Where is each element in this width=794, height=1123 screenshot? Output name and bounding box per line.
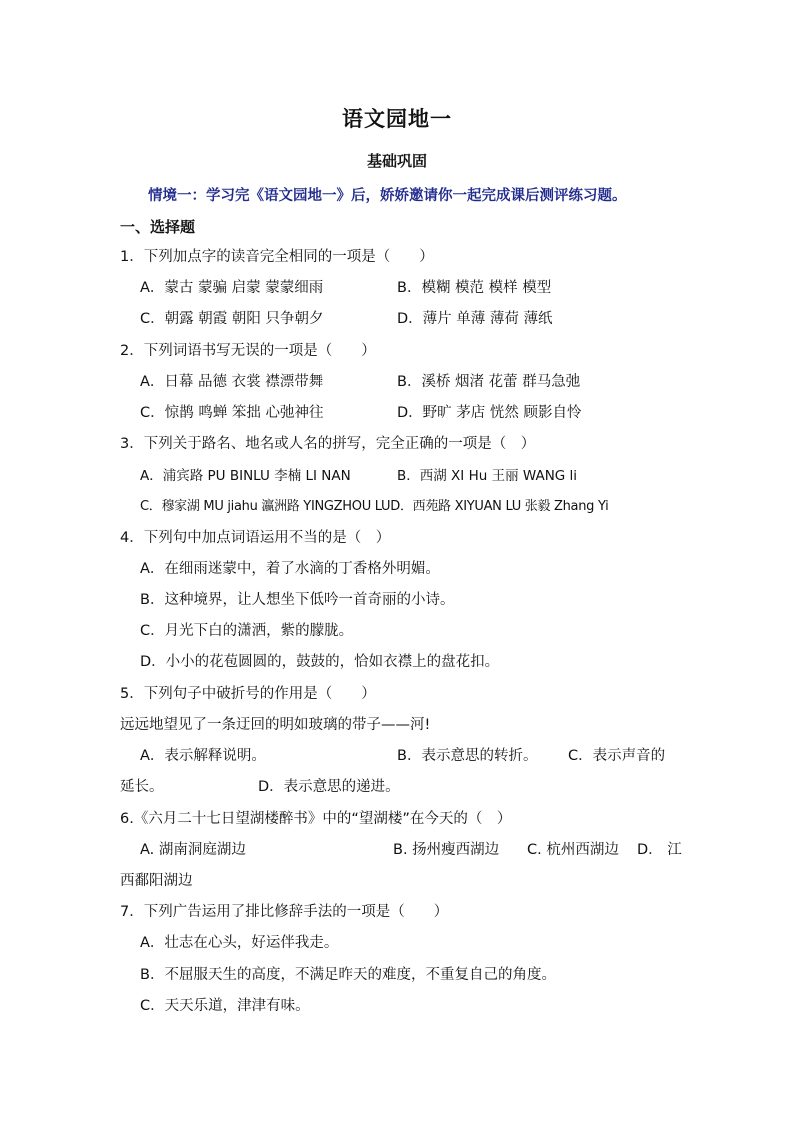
question-5-stem: 5．下列句子中破折号的作用是（ ） — [120, 686, 376, 702]
question-5-sentence: 远远地望见了一条迂回的明如玻璃的带子——河! — [120, 717, 431, 733]
question-7-option-a: A．壮志在心头，好运伴我走。 — [140, 935, 339, 951]
question-5-option-c-continued: 延长。 — [120, 779, 164, 795]
question-5-option-d: D．表示意思的递进。 — [258, 779, 400, 795]
question-4-option-a: A．在细雨迷蒙中，着了水滴的丁香格外明媚。 — [140, 561, 440, 577]
question-4-option-b: B．这种境界，让人想坐下低吟一首奇丽的小诗。 — [140, 592, 455, 608]
context-intro: 情境一：学习完《语文园地一》后，娇娇邀请你一起完成课后测评练习题。 — [148, 188, 627, 204]
question-3-option-c: C．穆家湖 MU jiahu 瀛洲路 YINGZHOU LUD．西苑路 XIYUAN LU 张毅 Zhang Yi — [140, 499, 609, 514]
question-1-option-d: D．薄片 单薄 薄荷 薄纸 — [397, 311, 553, 327]
question-4-stem: 4．下列句中加点词语运用不当的是（ ） — [120, 530, 391, 546]
question-7-option-c: C．天天乐道，津津有味。 — [140, 998, 310, 1014]
page-title: 语文园地一 — [342, 107, 452, 131]
question-6-option-b: B. 扬州瘦西湖边 — [393, 842, 500, 858]
question-2-option-d: D．野旷 茅店 恍然 顾影自怜 — [397, 405, 582, 421]
page-subtitle: 基础巩固 — [366, 152, 427, 170]
question-1-option-b: B．模糊 模范 模样 模型 — [397, 280, 552, 296]
question-7-stem: 7．下列广告运用了排比修辞手法的一项是（ ） — [120, 904, 449, 920]
question-1-option-c: C．朝露 朝霞 朝阳 只争朝夕 — [140, 311, 324, 327]
question-2-option-c: C．惊鹊 鸣蝉 笨拙 心弛神往 — [140, 405, 324, 421]
question-7-option-b: B．不屈服天生的高度，不满足昨天的难度，不重复自己的角度。 — [140, 967, 556, 983]
question-5-option-b: B．表示意思的转折。 — [397, 748, 538, 764]
question-6-option-d-continued: 西鄱阳湖边 — [120, 873, 193, 889]
question-6-stem: 6.《六月二十七日望湖楼醉书》中的“望湖楼”在今天的（ ） — [120, 811, 512, 827]
question-4-option-c: C．月光下白的潇洒，紫的朦胧。 — [140, 623, 354, 639]
question-6-option-d: D． 江 — [637, 842, 682, 858]
question-4-option-d: D．小小的花苞圆圆的，鼓鼓的，恰如衣襟上的盘花扣。 — [140, 654, 500, 670]
question-1-stem: 1．下列加点字的读音完全相同的一项是（ ） — [120, 249, 434, 265]
question-5-option-a: A．表示解释说明。 — [140, 748, 266, 764]
question-1-option-a: A．蒙古 蒙骗 启蒙 蒙蒙细雨 — [140, 280, 324, 296]
question-6-option-c: C. 杭州西湖边 — [527, 842, 619, 858]
question-3-option-a: A．浦宾路 PU BINLU 李楠 LI NAN — [140, 468, 351, 484]
question-3-option-b: B．西湖 XI Hu 王丽 WANG li — [397, 468, 578, 484]
question-2-stem: 2．下列词语书写无误的一项是（ ） — [120, 343, 376, 359]
question-2-option-b: B．溪桥 烟渚 花蕾 群马急弛 — [397, 374, 581, 390]
question-2-option-a: A．日幕 品德 衣裳 襟漂带舞 — [140, 374, 324, 390]
question-6-option-a: A. 湖南洞庭湖边 — [140, 842, 246, 858]
section-heading: 一、选择题 — [120, 218, 196, 236]
question-5-option-c: C．表示声音的 — [568, 748, 666, 764]
question-3-stem: 3．下列关于路名、地名或人名的拼写，完全正确的一项是（ ） — [120, 436, 536, 452]
